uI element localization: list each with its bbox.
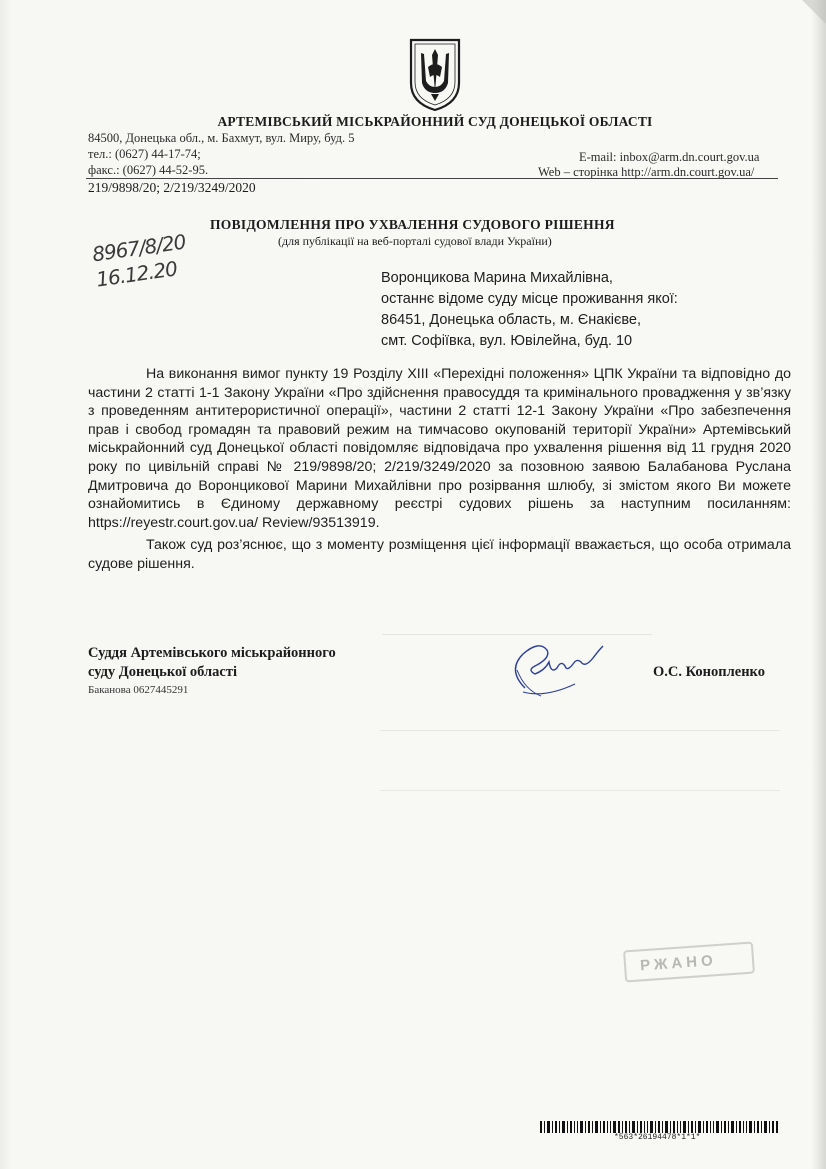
court-name: АРТЕМІВСЬКИЙ МІСЬКРАЙОННИЙ СУД ДОНЕЦЬКОЇ ОБЛАСТІ [217, 114, 653, 129]
court-phone: тел.: (0627) 44-17-74; [88, 147, 201, 161]
judge-name: О.С. Конопленко [653, 664, 765, 680]
header-divider [86, 178, 778, 179]
recipient-address-label: останнє відоме суду місце проживання якої: [381, 291, 678, 307]
notice-paragraph-1: На виконання вимог пункту 19 Розділу XIII «Перехідні положення» ЦПК України та відповідно до частини 2 статті 1-1 Закону України «Про здійснення правосуддя та кримінального провадження у зв’язку з проведенням антитерористичної операції», частини 2 статті 12-1 Закону України «Про забезпечення прав і свобод громадян та правовий режим на тимчасово окупованій території України» Артемівський міськрайонний суд Донецької області повідомляє відповідача про ухвалення рішення від 11 грудня 2020 року по цивільній справі № 219/9898/20; 2/219/3249/2020 за позовною заявою Балабанова Руслана Дмитровича до Воронцикової Марини Михайлівни про розірвання шлюбу, зі змістом якого Ви можете ознайомитись в Єдиному державному реєстрі судових рішень за наступним посиланням: https://reyestr.court.gov.ua/ Review/93513919. [88, 366, 791, 531]
page-edge-shadow [812, 0, 826, 1169]
recipient-name: Воронцикова Марина Михайлівна, [381, 270, 613, 286]
judge-title [88, 644, 336, 682]
court-fax: факс.: (0627) 44-52-95. [88, 163, 209, 177]
recipient-block [381, 268, 678, 352]
document-subtitle: (для публікації на веб-порталі судової влади України) [278, 234, 552, 248]
document-title: ПОВІДОМЛЕННЯ ПРО УХВАЛЕННЯ СУДОВОГО РІШЕННЯ [210, 217, 615, 232]
bleed-through-line [380, 730, 780, 731]
document-barcode [540, 1121, 778, 1133]
recipient-address-street: смт. Софіївка, вул. Ювілейна, буд. 10 [381, 333, 633, 349]
executor-contact: Баканова 0627445291 [88, 684, 189, 696]
bleed-through-text [382, 594, 652, 635]
bleed-through-line [380, 790, 780, 791]
notice-paragraph-2: Також суд роз’яснює, що з моменту розміщення цієї інформації вважається, що особа отримала судове рішення. [88, 537, 791, 572]
handwritten-registration-number: 8967/8/20 [90, 229, 187, 267]
handwritten-registration-date: 16.12.20 [94, 256, 179, 292]
judge-title-line-2: суду Донецької області [88, 664, 238, 680]
case-numbers: 219/9898/20; 2/219/3249/2020 [88, 180, 256, 195]
court-website: Web – сторінка http://arm.dn.court.gov.ua/ [538, 165, 755, 179]
notice-body [88, 365, 791, 574]
coat-of-arms-icon [407, 37, 463, 113]
judge-signature [505, 640, 605, 700]
court-email: E-mail: inbox@arm.dn.court.gov.ua [579, 150, 760, 164]
court-address: 84500, Донецька обл., м. Бахмут, вул. Миру, буд. 5 [88, 131, 355, 145]
recipient-address-city: 86451, Донецька область, м. Єнакієве, [381, 312, 641, 328]
received-stamp: РЖАНО [623, 942, 755, 983]
barcode-caption: *563*26194478*1*1* [614, 1133, 701, 1142]
judge-title-line-1: Суддя Артемівського міськрайонного [88, 645, 336, 661]
